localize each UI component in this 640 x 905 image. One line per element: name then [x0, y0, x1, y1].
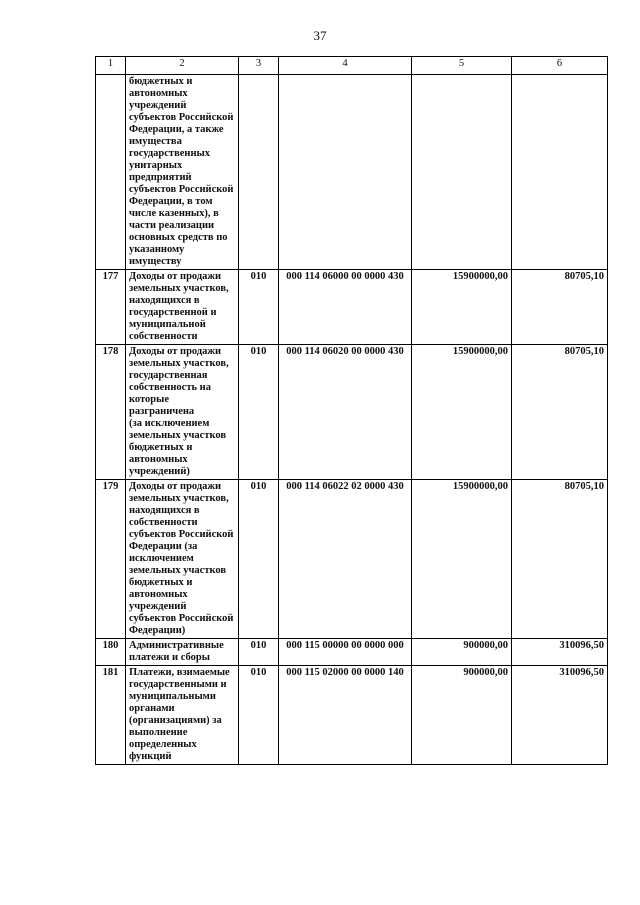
row-number [96, 75, 126, 270]
row-name: бюджетных и автономных учреждений субъектов Российской Федерации, а также имущества государственных унитарных предприятий субъектов Российской Федерации, в том числе казенных), в части реализации основных средств по указанному имуществу [126, 75, 239, 270]
row-exec-amount: 80705,10 [512, 270, 608, 345]
row-number: 181 [96, 666, 126, 765]
row-number: 178 [96, 345, 126, 480]
budget-table [95, 56, 608, 765]
table-row [96, 75, 608, 270]
row-budget-code: 000 115 00000 00 0000 000 [279, 639, 412, 666]
row-exec-amount: 310096,50 [512, 639, 608, 666]
row-admin-code: 010 [239, 639, 279, 666]
col-header-5: 5 [412, 57, 512, 75]
row-admin-code: 010 [239, 666, 279, 765]
table-header-row [96, 57, 608, 75]
row-name: Доходы от продажи земельных участков, государственная собственность на которые разграничена (за исключением земельных участков бюджетных и автономных учреждений) [126, 345, 239, 480]
row-name: Платежи, взимаемые государственными и муниципальными органами (организациями) за выполнение определенных функций [126, 666, 239, 765]
table-row [96, 480, 608, 639]
row-admin-code: 010 [239, 270, 279, 345]
row-exec-amount: 80705,10 [512, 480, 608, 639]
row-name: Административные платежи и сборы [126, 639, 239, 666]
row-budget-code: 000 114 06020 00 0000 430 [279, 345, 412, 480]
row-plan-amount: 900000,00 [412, 639, 512, 666]
row-number: 177 [96, 270, 126, 345]
row-admin-code: 010 [239, 480, 279, 639]
row-name: Доходы от продажи земельных участков, находящихся в государственной и муниципальной собственности [126, 270, 239, 345]
row-budget-code: 000 114 06000 00 0000 430 [279, 270, 412, 345]
row-plan-amount: 15900000,00 [412, 345, 512, 480]
row-name: Доходы от продажи земельных участков, находящихся в собственности субъектов Российской Федерации (за исключением земельных участков бюджетных и автономных учреждений субъектов Российской Федерации) [126, 480, 239, 639]
row-plan-amount: 15900000,00 [412, 270, 512, 345]
col-header-4: 4 [279, 57, 412, 75]
row-budget-code [279, 75, 412, 270]
row-budget-code: 000 115 02000 00 0000 140 [279, 666, 412, 765]
col-header-3: 3 [239, 57, 279, 75]
row-number: 180 [96, 639, 126, 666]
row-budget-code: 000 114 06022 02 0000 430 [279, 480, 412, 639]
table-row [96, 270, 608, 345]
col-header-6: 6 [512, 57, 608, 75]
row-exec-amount: 310096,50 [512, 666, 608, 765]
col-header-2: 2 [126, 57, 239, 75]
table-row [96, 345, 608, 480]
row-exec-amount: 80705,10 [512, 345, 608, 480]
page-number: 37 [313, 28, 327, 43]
row-admin-code [239, 75, 279, 270]
row-admin-code: 010 [239, 345, 279, 480]
table-row [96, 666, 608, 765]
row-plan-amount: 15900000,00 [412, 480, 512, 639]
row-plan-amount: 900000,00 [412, 666, 512, 765]
col-header-1: 1 [96, 57, 126, 75]
row-plan-amount [412, 75, 512, 270]
table-row [96, 639, 608, 666]
row-number: 179 [96, 480, 126, 639]
row-exec-amount [512, 75, 608, 270]
